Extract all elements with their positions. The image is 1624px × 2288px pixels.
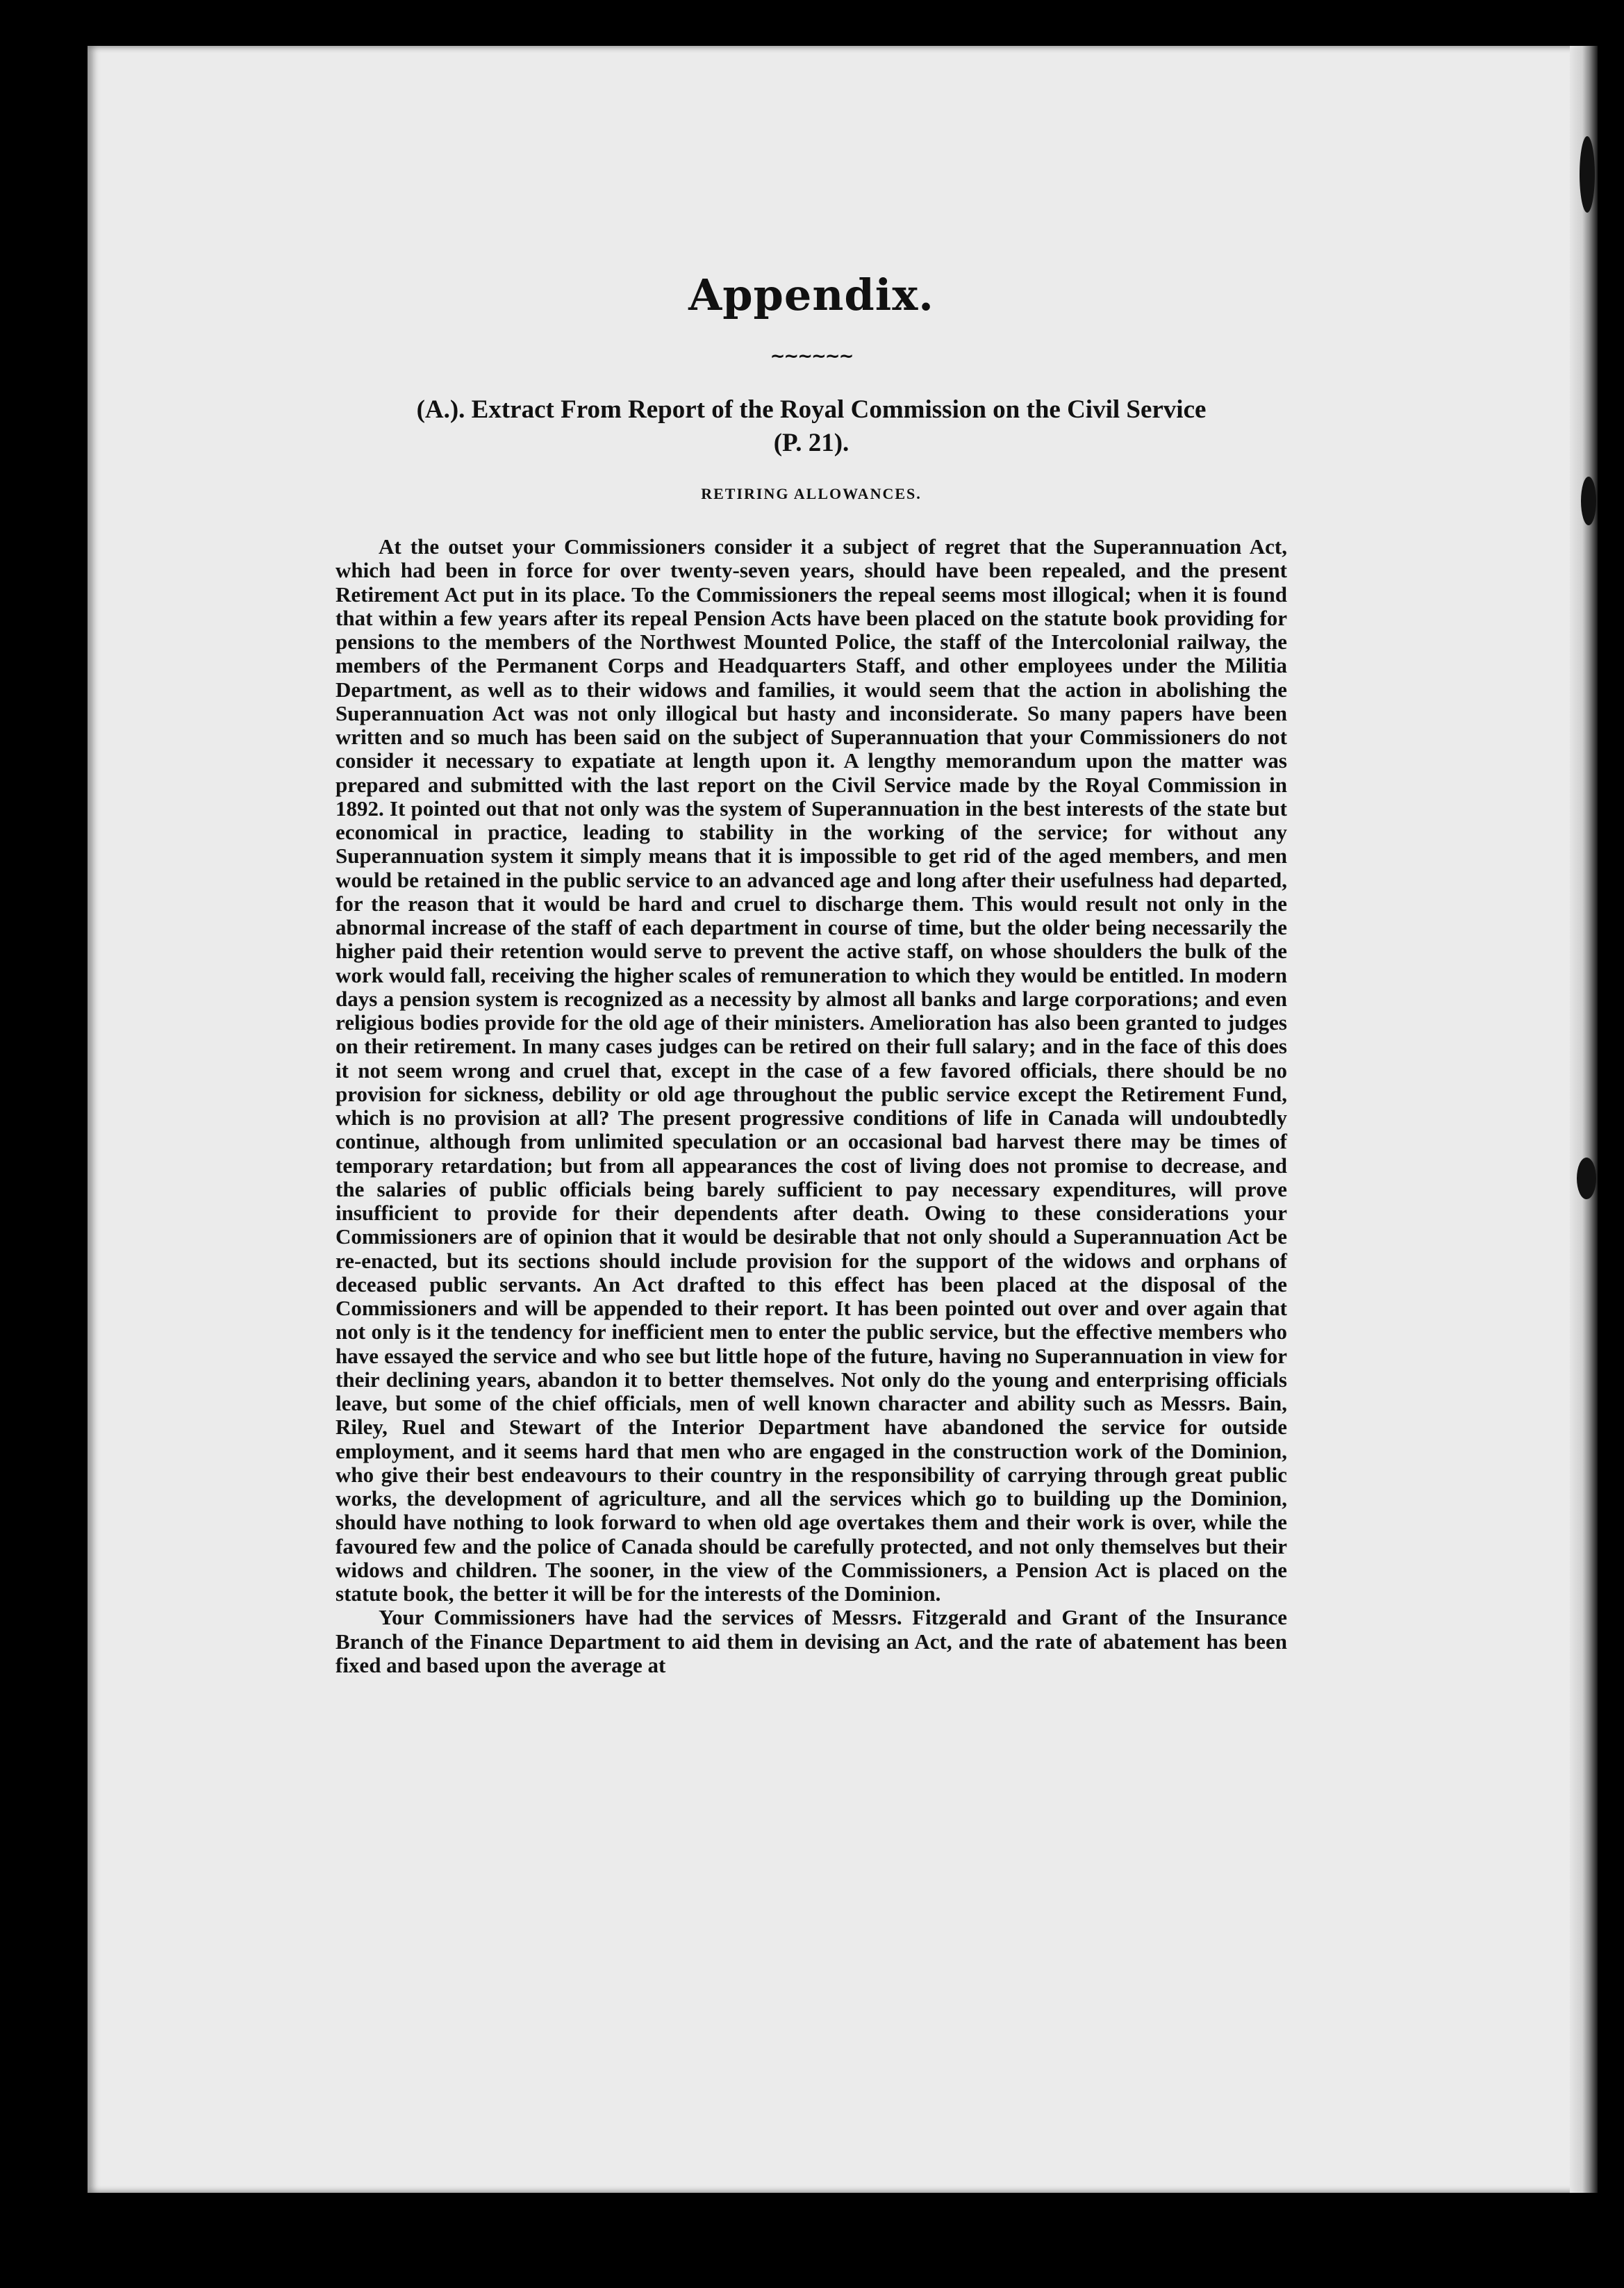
page-heading: Appendix. <box>688 270 934 320</box>
ornament-divider: ~~~~~~ <box>770 346 853 367</box>
body-text <box>335 535 1287 1677</box>
binding-mark-top <box>1580 136 1595 213</box>
binding-mark-lower <box>1577 1158 1596 1199</box>
paragraph: Your Commissioners have had the services of Messrs. Fitzgerald and Grant of the Insurance Branch of the Finance Department to aid them in devising an Act, and the rate of abatement has been fixed and based upon the average at <box>335 1605 1287 1677</box>
title-line-2: (P. 21). <box>773 429 850 457</box>
binding-mark-upper <box>1581 477 1596 525</box>
title-line-1: (A.). Extract From Report of the Royal Commission on the Civil Service <box>416 395 1207 424</box>
page-right-edge <box>1570 46 1598 2193</box>
section-subheading: RETIRING ALLOWANCES. <box>701 485 922 502</box>
document-title <box>335 393 1287 460</box>
paragraph: At the outset your Commissioners consider it a subject of regret that the Superannuation Act, which had been in force for over twenty-seven years, should have been repealed, and the present Retirement Act put in its place. To the Commissioners the repeal seems most illogical; when it is found that within a few years after its repeal Pension Acts have been placed on the statute book providing for pensions to the members of the Northwest Mounted Police, the staff of the Intercolonial railway, the members of the Permanent Corps and Headquarters Staff, and other employees under the Militia Department, as well as to their widows and families, it would seem that the action in abolishing the Superannuation Act was not only illogical but hasty and inconsiderate. So many papers have been written and so much has been said on the subject of Superannuation that your Commissioners do not consider it necessary to expatiate at length upon it. A lengthy memorandum upon the matter was prepared and submitted with the last report on the Civil Service made by the Royal Commission in 1892. It pointed out that not only was the system of Superannuation in the best interests of the state but economical in practice, leading to stability in the working of the service; for without any Superannuation system it simply means that it is impossible to get rid of the aged members, and men would be retained in the public service to an advanced age and long after their usefulness had departed, for the reason that it would be hard and cruel to discharge them. This would result not only in the abnormal increase of the staff of each department in course of time, but the older being necessarily the higher paid their retention would serve to prevent the active staff, on whose shoulders the bulk of the work would fall, receiving the higher scales of remuneration to which they would be entitled. In modern days a pension system is recognized as a necessity by almost all banks and large corporations; and even religious bodies provide for the old age of their ministers. Amelioration has also been granted to judges on their retirement. In many cases judges can be retired on their full salary; and in the face of this does it not seem wrong and cruel that, except in the case of a few favored officials, there should be no provision for sickness, debility or old age throughout the public service except the Retirement Fund, which is no provision at all? The present progressive conditions of life in Canada will undoubtedly continue, although from unlimited speculation or an occasional bad harvest there may be times of temporary retardation; but from all appearances the cost of living does not promise to decrease, and the salaries of public officials being barely sufficient to pay necessary expenditures, will prove insufficient to provide for their dependents after death. Owing to these considerations your Commissioners are of opinion that it would be desirable that not only should a Superannuation Act be re-enacted, but its sections should include provision for the support of the widows and orphans of deceased public servants. An Act drafted to this effect has been placed at the disposal of the Commissioners and will be appended to their report. It has been pointed out over and over again that not only is it the tendency for inefficient men to enter the public service, but the effective members who have essayed the service and who see but little hope of the future, having no Superannuation in view for their declining years, abandon it to better themselves. Not only do the young and enterprising officials leave, but some of the chief officials, men of well known character and ability such as Messrs. Bain, Riley, Ruel and Stewart of the Interior Department have abandoned the service for outside employment, and it seems hard that men who are engaged in the construction work of the Dominion, who give their best endeavours to their country in the responsibility of carrying through great public works, the development of agriculture, and all the services which go to building up the Dominion, should have nothing to look forward to when old age overtakes them and their work is over, while the favoured few and the police of Canada should be carefully protected, and not only themselves but their widows and children. The sooner, in the view of the Commissioners, a Pension Act is placed on the statute book, the better it will be for the interests of the Dominion. <box>335 534 1287 1606</box>
